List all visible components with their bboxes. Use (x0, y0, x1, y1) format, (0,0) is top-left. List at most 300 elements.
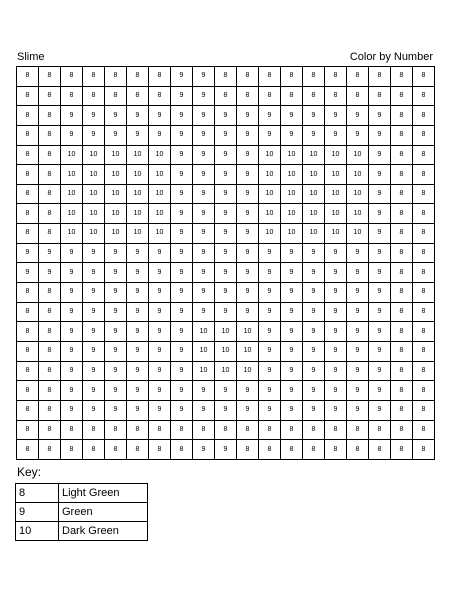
grid-row (17, 204, 435, 224)
grid-cell: 9 (369, 224, 391, 244)
grid-cell: 9 (105, 125, 127, 145)
grid-cell: 10 (61, 204, 83, 224)
grid-cell: 9 (303, 283, 325, 303)
grid-cell: 8 (391, 440, 413, 460)
grid-cell: 9 (171, 67, 193, 87)
grid-cell: 9 (281, 361, 303, 381)
grid-cell: 8 (413, 165, 435, 185)
grid-cell: 8 (61, 420, 83, 440)
grid-cell: 9 (171, 86, 193, 106)
grid-cell: 9 (369, 106, 391, 126)
grid-cell: 8 (39, 361, 61, 381)
grid-cell: 9 (171, 322, 193, 342)
grid-cell: 9 (347, 243, 369, 263)
grid-cell: 10 (193, 361, 215, 381)
grid-cell: 9 (369, 283, 391, 303)
grid-cell: 8 (39, 67, 61, 87)
grid-cell: 9 (127, 322, 149, 342)
grid-cell: 8 (413, 184, 435, 204)
grid-cell: 10 (105, 204, 127, 224)
grid-cell: 9 (347, 322, 369, 342)
grid-cell: 9 (281, 400, 303, 420)
grid-cell: 9 (105, 283, 127, 303)
grid-cell: 8 (413, 204, 435, 224)
grid-cell: 8 (259, 86, 281, 106)
grid-cell: 10 (149, 184, 171, 204)
page-subtitle: Color by Number (349, 51, 433, 63)
grid-cell: 9 (105, 361, 127, 381)
grid-cell: 9 (171, 165, 193, 185)
grid-cell: 10 (259, 224, 281, 244)
grid-cell: 9 (61, 243, 83, 263)
grid-cell: 8 (17, 184, 39, 204)
grid-cell: 9 (215, 381, 237, 401)
grid-cell: 9 (61, 322, 83, 342)
grid-row (17, 440, 435, 460)
grid-cell: 9 (83, 400, 105, 420)
grid-cell: 10 (127, 145, 149, 165)
grid-cell: 9 (303, 263, 325, 283)
grid-cell: 9 (193, 165, 215, 185)
grid-cell: 9 (237, 263, 259, 283)
grid-cell: 8 (237, 420, 259, 440)
grid-cell: 8 (39, 184, 61, 204)
grid-cell: 9 (325, 302, 347, 322)
grid-cell: 8 (391, 263, 413, 283)
key-color-name: Light Green (59, 484, 148, 503)
grid-cell: 8 (83, 420, 105, 440)
grid-cell: 9 (347, 263, 369, 283)
grid-cell: 9 (193, 125, 215, 145)
grid-cell: 9 (281, 125, 303, 145)
grid-cell: 9 (127, 106, 149, 126)
grid-cell: 10 (83, 165, 105, 185)
grid-cell: 9 (347, 361, 369, 381)
grid-cell: 8 (17, 341, 39, 361)
grid-cell: 9 (325, 106, 347, 126)
grid-cell: 9 (193, 86, 215, 106)
grid-cell: 9 (369, 361, 391, 381)
grid-cell: 9 (39, 243, 61, 263)
grid-cell: 9 (149, 400, 171, 420)
grid-cell: 9 (303, 322, 325, 342)
grid-cell: 9 (303, 243, 325, 263)
grid-cell: 10 (347, 184, 369, 204)
grid-cell: 9 (281, 283, 303, 303)
grid-cell: 8 (105, 67, 127, 87)
color-by-number-grid (16, 66, 435, 460)
grid-row (17, 106, 435, 126)
grid-cell: 8 (413, 283, 435, 303)
grid-cell: 9 (127, 302, 149, 322)
grid-cell: 8 (127, 420, 149, 440)
grid-cell: 8 (325, 86, 347, 106)
grid-cell: 8 (413, 243, 435, 263)
grid-row (17, 145, 435, 165)
grid-cell: 8 (369, 67, 391, 87)
grid-cell: 8 (369, 420, 391, 440)
grid-cell: 9 (281, 263, 303, 283)
grid-cell: 9 (347, 302, 369, 322)
grid-cell: 9 (369, 341, 391, 361)
grid-cell: 8 (347, 440, 369, 460)
key-row (16, 522, 148, 541)
grid-cell: 8 (413, 86, 435, 106)
grid-cell: 8 (413, 263, 435, 283)
grid-cell: 8 (127, 440, 149, 460)
grid-cell: 9 (61, 263, 83, 283)
grid-cell: 9 (369, 400, 391, 420)
grid-cell: 9 (347, 400, 369, 420)
grid-cell: 8 (149, 440, 171, 460)
grid-cell: 9 (105, 400, 127, 420)
grid-cell: 8 (17, 204, 39, 224)
grid-cell: 9 (149, 106, 171, 126)
grid-cell: 9 (61, 106, 83, 126)
grid-cell: 8 (347, 86, 369, 106)
grid-cell: 10 (105, 145, 127, 165)
grid-cell: 8 (39, 400, 61, 420)
grid-cell: 9 (369, 302, 391, 322)
grid-cell: 8 (259, 420, 281, 440)
grid-cell: 9 (193, 302, 215, 322)
grid-cell: 9 (127, 400, 149, 420)
grid-cell: 8 (281, 67, 303, 87)
grid-cell: 9 (215, 204, 237, 224)
grid-cell: 9 (61, 381, 83, 401)
grid-cell: 8 (391, 145, 413, 165)
grid-cell: 8 (83, 440, 105, 460)
grid-cell: 8 (413, 145, 435, 165)
grid-cell: 10 (149, 165, 171, 185)
page-title: Slime (17, 51, 45, 63)
grid-cell: 8 (413, 125, 435, 145)
grid-cell: 9 (237, 400, 259, 420)
grid-cell: 9 (325, 400, 347, 420)
grid-cell: 10 (61, 145, 83, 165)
grid-cell: 8 (61, 86, 83, 106)
grid-cell: 9 (171, 263, 193, 283)
grid-row (17, 224, 435, 244)
grid-cell: 9 (325, 243, 347, 263)
grid-cell: 9 (149, 322, 171, 342)
grid-cell: 8 (39, 341, 61, 361)
grid-cell: 9 (237, 283, 259, 303)
grid-cell: 10 (303, 224, 325, 244)
grid-cell: 8 (413, 302, 435, 322)
grid-cell: 10 (83, 204, 105, 224)
grid-cell: 8 (105, 420, 127, 440)
grid-cell: 9 (193, 106, 215, 126)
grid-cell: 9 (83, 361, 105, 381)
grid-cell: 8 (17, 224, 39, 244)
grid-cell: 8 (17, 283, 39, 303)
grid-cell: 9 (259, 400, 281, 420)
grid-cell: 9 (215, 440, 237, 460)
grid-cell: 8 (17, 440, 39, 460)
grid-cell: 9 (83, 381, 105, 401)
grid-row (17, 165, 435, 185)
grid-cell: 8 (17, 361, 39, 381)
grid-cell: 9 (237, 302, 259, 322)
grid-cell: 8 (17, 145, 39, 165)
grid-cell: 9 (83, 302, 105, 322)
grid-cell: 9 (83, 243, 105, 263)
grid-cell: 9 (369, 165, 391, 185)
key-table (15, 483, 148, 541)
grid-cell: 10 (303, 165, 325, 185)
grid-cell: 8 (369, 440, 391, 460)
grid-cell: 10 (127, 224, 149, 244)
grid-cell: 8 (347, 67, 369, 87)
grid-cell: 10 (281, 224, 303, 244)
grid-row (17, 302, 435, 322)
grid-cell: 9 (61, 283, 83, 303)
grid-cell: 8 (237, 440, 259, 460)
grid-cell: 9 (193, 184, 215, 204)
grid-cell: 8 (39, 125, 61, 145)
grid-cell: 9 (105, 302, 127, 322)
grid-cell: 8 (391, 322, 413, 342)
grid-cell: 9 (347, 341, 369, 361)
grid-cell: 8 (17, 322, 39, 342)
grid-cell: 8 (413, 67, 435, 87)
grid-cell: 10 (325, 145, 347, 165)
grid-cell: 9 (369, 184, 391, 204)
grid-cell: 9 (369, 145, 391, 165)
grid-cell: 9 (149, 302, 171, 322)
grid-cell: 9 (303, 106, 325, 126)
grid-cell: 10 (281, 165, 303, 185)
grid-cell: 9 (259, 263, 281, 283)
grid-cell: 9 (149, 243, 171, 263)
grid-cell: 9 (281, 243, 303, 263)
grid-cell: 8 (61, 440, 83, 460)
grid-cell: 8 (391, 420, 413, 440)
grid-cell: 9 (369, 263, 391, 283)
grid-cell: 9 (171, 341, 193, 361)
grid-cell: 8 (17, 86, 39, 106)
grid-cell: 9 (171, 145, 193, 165)
grid-cell: 9 (83, 322, 105, 342)
grid-cell: 8 (391, 361, 413, 381)
grid-cell: 8 (391, 67, 413, 87)
grid-cell: 9 (127, 243, 149, 263)
grid-cell: 9 (347, 283, 369, 303)
grid-cell: 8 (17, 67, 39, 87)
grid-cell: 10 (259, 145, 281, 165)
grid-cell: 10 (149, 204, 171, 224)
grid-cell: 8 (149, 86, 171, 106)
grid-cell: 10 (149, 145, 171, 165)
grid-cell: 8 (215, 67, 237, 87)
grid-cell: 9 (171, 204, 193, 224)
grid-cell: 9 (149, 361, 171, 381)
grid-cell: 10 (325, 184, 347, 204)
grid-cell: 9 (281, 341, 303, 361)
grid-row (17, 125, 435, 145)
grid-cell: 9 (149, 125, 171, 145)
grid-cell: 9 (237, 224, 259, 244)
grid-cell: 10 (83, 145, 105, 165)
grid-cell: 9 (149, 263, 171, 283)
grid-cell: 8 (215, 86, 237, 106)
key-number: 8 (16, 484, 59, 503)
grid-cell: 10 (325, 165, 347, 185)
grid-cell: 9 (325, 381, 347, 401)
grid-cell: 10 (61, 224, 83, 244)
grid-row (17, 263, 435, 283)
grid-cell: 8 (325, 440, 347, 460)
grid-cell: 9 (259, 381, 281, 401)
grid-cell: 9 (259, 106, 281, 126)
grid-cell: 10 (127, 165, 149, 185)
grid-cell: 9 (105, 381, 127, 401)
grid-row (17, 184, 435, 204)
grid-cell: 9 (127, 125, 149, 145)
grid-cell: 9 (281, 302, 303, 322)
grid-cell: 10 (237, 341, 259, 361)
grid-cell: 8 (171, 420, 193, 440)
grid-cell: 9 (215, 145, 237, 165)
grid-cell: 9 (281, 322, 303, 342)
grid-cell: 8 (391, 224, 413, 244)
grid-cell: 9 (369, 322, 391, 342)
grid-cell: 8 (391, 302, 413, 322)
grid-cell: 10 (83, 224, 105, 244)
grid-cell: 8 (127, 86, 149, 106)
grid-cell: 9 (325, 263, 347, 283)
grid-cell: 8 (303, 86, 325, 106)
grid-cell: 8 (17, 400, 39, 420)
key-color-name: Green (59, 503, 148, 522)
grid-row (17, 283, 435, 303)
grid-cell: 9 (237, 106, 259, 126)
grid-cell: 9 (259, 341, 281, 361)
grid-cell: 9 (259, 125, 281, 145)
grid-cell: 8 (281, 420, 303, 440)
grid-cell: 9 (215, 125, 237, 145)
grid-cell: 9 (193, 204, 215, 224)
grid-cell: 8 (391, 341, 413, 361)
grid-cell: 9 (237, 184, 259, 204)
grid-cell: 10 (281, 204, 303, 224)
grid-cell: 9 (105, 243, 127, 263)
grid-cell: 8 (39, 420, 61, 440)
grid-cell: 9 (171, 302, 193, 322)
key-color-name: Dark Green (59, 522, 148, 541)
grid-cell: 9 (347, 106, 369, 126)
grid-cell: 9 (171, 125, 193, 145)
grid-cell: 9 (325, 125, 347, 145)
grid-cell: 8 (413, 361, 435, 381)
grid-row (17, 86, 435, 106)
grid-cell: 9 (281, 381, 303, 401)
grid-cell: 8 (83, 67, 105, 87)
grid-cell: 9 (83, 283, 105, 303)
grid-cell: 8 (413, 224, 435, 244)
grid-cell: 9 (171, 361, 193, 381)
grid-cell: 10 (281, 184, 303, 204)
grid-cell: 9 (83, 106, 105, 126)
grid-cell: 10 (105, 224, 127, 244)
grid-cell: 10 (215, 322, 237, 342)
grid-cell: 9 (83, 125, 105, 145)
grid-cell: 8 (303, 420, 325, 440)
key-number: 10 (16, 522, 59, 541)
grid-cell: 10 (127, 204, 149, 224)
grid-cell: 9 (303, 361, 325, 381)
grid-cell: 9 (127, 283, 149, 303)
grid-cell: 10 (259, 184, 281, 204)
grid-cell: 10 (193, 341, 215, 361)
grid-cell: 9 (171, 381, 193, 401)
grid-cell: 9 (215, 106, 237, 126)
grid-cell: 10 (215, 361, 237, 381)
grid-cell: 8 (149, 420, 171, 440)
grid-cell: 8 (39, 440, 61, 460)
grid-cell: 9 (61, 302, 83, 322)
grid-cell: 9 (127, 263, 149, 283)
grid-cell: 8 (39, 204, 61, 224)
grid-cell: 8 (17, 106, 39, 126)
grid-cell: 8 (413, 400, 435, 420)
grid-cell: 9 (347, 125, 369, 145)
grid-cell: 8 (39, 86, 61, 106)
grid-cell: 8 (17, 302, 39, 322)
grid-cell: 9 (215, 400, 237, 420)
grid-cell: 8 (39, 381, 61, 401)
grid-cell: 9 (237, 204, 259, 224)
grid-cell: 9 (259, 361, 281, 381)
grid-cell: 10 (303, 204, 325, 224)
grid-cell: 9 (193, 283, 215, 303)
grid-row (17, 243, 435, 263)
key-number: 9 (16, 503, 59, 522)
grid-cell: 9 (171, 224, 193, 244)
grid-cell: 8 (391, 400, 413, 420)
grid-cell: 8 (369, 86, 391, 106)
grid-cell: 9 (39, 263, 61, 283)
key-row (16, 484, 148, 503)
grid-cell: 9 (61, 400, 83, 420)
grid-cell: 8 (391, 243, 413, 263)
grid-cell: 10 (105, 184, 127, 204)
grid-cell: 8 (39, 322, 61, 342)
grid-cell: 8 (83, 86, 105, 106)
grid-cell: 8 (303, 67, 325, 87)
grid-cell: 8 (61, 67, 83, 87)
grid-cell: 8 (259, 67, 281, 87)
grid-cell: 8 (281, 440, 303, 460)
grid-cell: 9 (193, 400, 215, 420)
grid-cell: 8 (413, 420, 435, 440)
grid-cell: 10 (127, 184, 149, 204)
grid-cell: 8 (39, 165, 61, 185)
grid-cell: 9 (237, 165, 259, 185)
grid-cell: 8 (39, 302, 61, 322)
grid-cell: 9 (127, 381, 149, 401)
grid-cell: 8 (215, 420, 237, 440)
grid-cell: 8 (193, 420, 215, 440)
grid-cell: 8 (413, 322, 435, 342)
grid-cell: 9 (237, 381, 259, 401)
grid-cell: 9 (149, 381, 171, 401)
grid-cell: 9 (303, 341, 325, 361)
grid-cell: 8 (259, 440, 281, 460)
grid-cell: 9 (325, 283, 347, 303)
grid-cell: 10 (347, 224, 369, 244)
